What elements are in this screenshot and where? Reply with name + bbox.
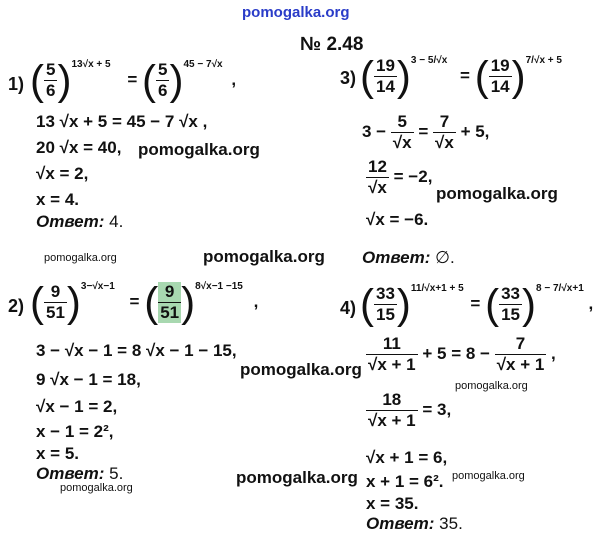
problem-number: 3) bbox=[340, 68, 357, 88]
exponent-right: 8 − 7/√x+1 bbox=[536, 282, 584, 294]
solution-line: $\frac{18}{√x + 1}$ = 3, bbox=[368, 390, 452, 430]
base-fraction: $\frac{5}{6}$ bbox=[46, 60, 56, 100]
exponent-left: 13√x + 5 bbox=[71, 58, 111, 70]
answer-label: Ответ: bbox=[366, 514, 435, 533]
answer bbox=[362, 248, 455, 268]
exponent-left: 11/√x+1 + 5 bbox=[410, 282, 464, 294]
base-fraction: $\frac{19}{14}$ bbox=[490, 56, 510, 96]
base-fraction: $\frac{9}{51}$ bbox=[46, 282, 65, 322]
answer-label: Ответ: bbox=[36, 212, 105, 231]
solution-line: $\frac{12}{√x}$ = −2, bbox=[368, 157, 433, 197]
solution-line: √x = −6. bbox=[366, 210, 429, 229]
watermark: pomogalka.org bbox=[236, 468, 358, 487]
watermark: pomogalka.org bbox=[436, 184, 558, 203]
solution-line: 3 − $\frac{5}{√x}$ = $\frac{7}{√x}$ + 5, bbox=[362, 112, 490, 152]
answer bbox=[36, 212, 123, 232]
watermark: pomogalka.org bbox=[60, 482, 133, 494]
equation-header: ( $\frac{33}{15}$ )$^{11/√x+1 + 5}$ = ( $\frac{33}{15}$ )$^{8 - 7/√x+1}$ , bbox=[360, 280, 594, 328]
watermark: pomogalka.org bbox=[455, 380, 528, 392]
problem-number: 2) bbox=[8, 296, 25, 316]
watermark: pomogalka.org bbox=[44, 252, 117, 264]
equation-header: ( $\frac{9}{51}$ )$^{3-√x-1}$ = ( $\frac{9}{51}$ )$^{8√x-1 -15}$ , bbox=[30, 278, 259, 326]
exponent-left: 3 − 5/√x bbox=[410, 54, 448, 66]
exercise-title: № 2.48 bbox=[300, 34, 364, 55]
answer-value: ∅. bbox=[435, 248, 455, 267]
base-fraction: $\frac{33}{15}$ bbox=[501, 284, 521, 324]
answer-label: Ответ: bbox=[36, 464, 105, 483]
base-fraction: $\frac{9}{51}$ bbox=[160, 282, 180, 322]
answer-value: 5. bbox=[109, 464, 124, 483]
solution-line: 9 √x − 1 = 18, bbox=[36, 370, 141, 389]
solution-line: x + 1 = 6². bbox=[366, 472, 444, 491]
equation-header: ( $\frac{5}{6}$ )$^{13√x + 5}$ = ( $\frac{5}{6}$ )$^{45 - 7√x}$ , bbox=[30, 56, 237, 104]
solution-line: $\frac{11}{√x + 1}$ + 5 = 8 − $\frac{7}{√x + 1}$ , bbox=[368, 334, 556, 374]
solution-line: x − 1 = 2², bbox=[36, 422, 114, 441]
answer-value: 35. bbox=[439, 514, 463, 533]
exponent-right: 8√x−1 −15 bbox=[195, 280, 243, 292]
solution-line: 13 √x + 5 = 45 − 7 √x , bbox=[36, 112, 208, 131]
solution-line: √x = 2, bbox=[36, 164, 89, 183]
solution-line: x = 4. bbox=[36, 190, 80, 209]
answer-value: 4. bbox=[109, 212, 124, 231]
watermark: pomogalka.org bbox=[452, 470, 525, 482]
base-fraction: $\frac{33}{15}$ bbox=[376, 284, 395, 324]
solution-line: 20 √x = 40, bbox=[36, 138, 122, 157]
watermark: pomogalka.org bbox=[203, 247, 325, 266]
answer bbox=[366, 514, 463, 534]
answer bbox=[36, 464, 123, 484]
watermark: pomogalka.org bbox=[138, 140, 260, 159]
exponent-left: 3−√x−1 bbox=[80, 280, 115, 292]
base-fraction: $\frac{5}{6}$ bbox=[158, 60, 168, 100]
solution-line: √x + 1 = 6, bbox=[366, 448, 448, 467]
base-fraction: $\frac{19}{14}$ bbox=[376, 56, 395, 96]
problem-number: 4) bbox=[340, 298, 357, 318]
watermark: pomogalka.org bbox=[240, 360, 362, 379]
solution-line: √x − 1 = 2, bbox=[36, 397, 118, 416]
solution-line: 3 − √x − 1 = 8 √x − 1 − 15, bbox=[36, 341, 237, 360]
watermark-top: pomogalka.org bbox=[242, 4, 350, 21]
exponent-right: 45 − 7√x bbox=[183, 58, 223, 70]
solution-line: x = 35. bbox=[366, 494, 419, 513]
answer-label: Ответ: bbox=[362, 248, 431, 267]
exponent-right: 7/√x + 5 bbox=[525, 54, 562, 66]
solution-line: x = 5. bbox=[36, 444, 80, 463]
problem-number: 1) bbox=[8, 74, 25, 94]
equation-header: ( $\frac{19}{14}$ )$^{3 - 5/√x}$ = ( $\frac{19}{14}$ )$^{7/√x + 5}$ bbox=[360, 52, 562, 100]
